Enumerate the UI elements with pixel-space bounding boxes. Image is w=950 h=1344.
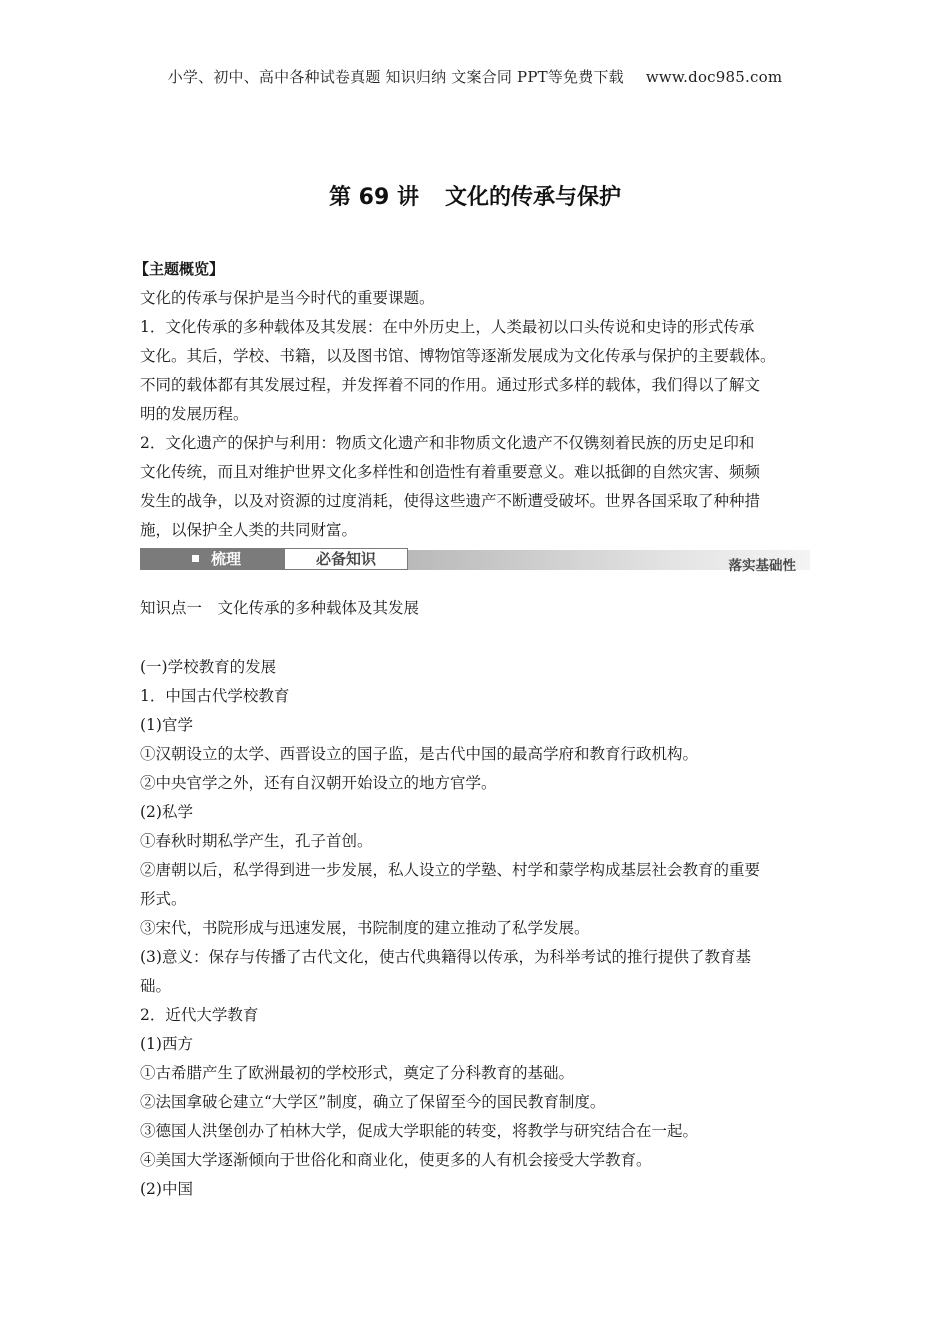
banner-tab1-label: 梳理 bbox=[211, 550, 242, 568]
body-line: ④美国大学逐渐倾向于世俗化和商业化，使更多的人有机会接受大学教育。 bbox=[140, 1151, 652, 1169]
body-line: (1)官学 bbox=[140, 716, 193, 734]
overview-line: 1．文化传承的多种载体及其发展：在中外历史上，人类最初以口头传说和史诗的形式传承 bbox=[140, 318, 755, 336]
body-section bbox=[140, 653, 812, 1204]
overview-line: 不同的载体都有其发展过程，并发挥着不同的作用。通过形式多样的载体，我们得以了解文 bbox=[140, 376, 761, 394]
lecture-number: 第 69 讲 bbox=[329, 185, 419, 210]
banner-tab-secondary: 必备知识 bbox=[284, 548, 408, 570]
banner-right-label: 落实基础性 bbox=[728, 558, 796, 574]
overview-line: 文化传统，而且对维护世界文化多样性和创造性有着重要意义。难以抵御的自然灾害、频频 bbox=[140, 463, 761, 481]
body-line: (2)私学 bbox=[140, 803, 193, 821]
overview-line: 发生的战争，以及对资源的过度消耗，使得这些遗产不断遭受破坏。世界各国采取了种种措 bbox=[140, 492, 761, 510]
overview-line: 文化。其后，学校、书籍，以及图书馆、博物馆等逐渐发展成为文化传承与保护的主要载体。 bbox=[140, 347, 776, 365]
overview-section bbox=[140, 284, 812, 545]
body-line: 础。 bbox=[140, 977, 172, 995]
body-line: ②法国拿破仑建立“大学区”制度，确立了保留至今的国民教育制度。 bbox=[140, 1093, 606, 1111]
knowledge-point-title: 知识点一 文化传承的多种载体及其发展 bbox=[140, 599, 420, 617]
lecture-title: 文化的传承与保护 bbox=[444, 185, 621, 210]
section-banner bbox=[140, 548, 810, 574]
overview-line: 文化的传承与保护是当今时代的重要课题。 bbox=[140, 289, 435, 307]
header-url: www.doc985.com bbox=[645, 68, 783, 86]
body-line: 2．近代大学教育 bbox=[140, 1006, 259, 1024]
knowledge-point-heading bbox=[140, 594, 812, 623]
page-title bbox=[0, 180, 950, 211]
square-bullet-icon bbox=[192, 555, 199, 562]
header-text: 小学、初中、高中各种试卷真题 知识归纳 文案合同 PPT等免费下载 bbox=[167, 68, 624, 86]
body-line: ②中央官学之外，还有自汉朝开始设立的地方官学。 bbox=[140, 774, 497, 792]
body-line: (3)意义：保存与传播了古代文化，使古代典籍得以传承，为科举考试的推行提供了教育基 bbox=[140, 948, 751, 966]
overview-line: 施，以保护全人类的共同财富。 bbox=[140, 521, 358, 539]
body-line: (一)学校教育的发展 bbox=[140, 658, 277, 676]
overview-label: 【主题概览】 bbox=[134, 260, 225, 278]
page-header bbox=[0, 66, 950, 87]
body-line: ③德国人洪堡创办了柏林大学，促成大学职能的转变，将教学与研究结合在一起。 bbox=[140, 1122, 699, 1140]
body-line: 形式。 bbox=[140, 890, 187, 908]
overview-line: 明的发展历程。 bbox=[140, 405, 249, 423]
body-line: ③宋代，书院形成与迅速发展，书院制度的建立推动了私学发展。 bbox=[140, 919, 590, 937]
body-line: (2)中国 bbox=[140, 1180, 193, 1198]
overview-line: 2．文化遗产的保护与利用：物质文化遗产和非物质文化遗产不仅镌刻着民族的历史足印和 bbox=[140, 434, 755, 452]
body-line: (1)西方 bbox=[140, 1035, 193, 1053]
body-line: 1．中国古代学校教育 bbox=[140, 687, 290, 705]
body-line: ①春秋时期私学产生，孔子首创。 bbox=[140, 832, 373, 850]
body-line: ①汉朝设立的太学、西晋设立的国子监，是古代中国的最高学府和教育行政机构。 bbox=[140, 745, 699, 763]
banner-tab-primary bbox=[140, 548, 284, 570]
body-line: ①古希腊产生了欧洲最初的学校形式，奠定了分科教育的基础。 bbox=[140, 1064, 575, 1082]
body-line: ②唐朝以后，私学得到进一步发展，私人设立的学塾、村学和蒙学构成基层社会教育的重要 bbox=[140, 861, 761, 879]
